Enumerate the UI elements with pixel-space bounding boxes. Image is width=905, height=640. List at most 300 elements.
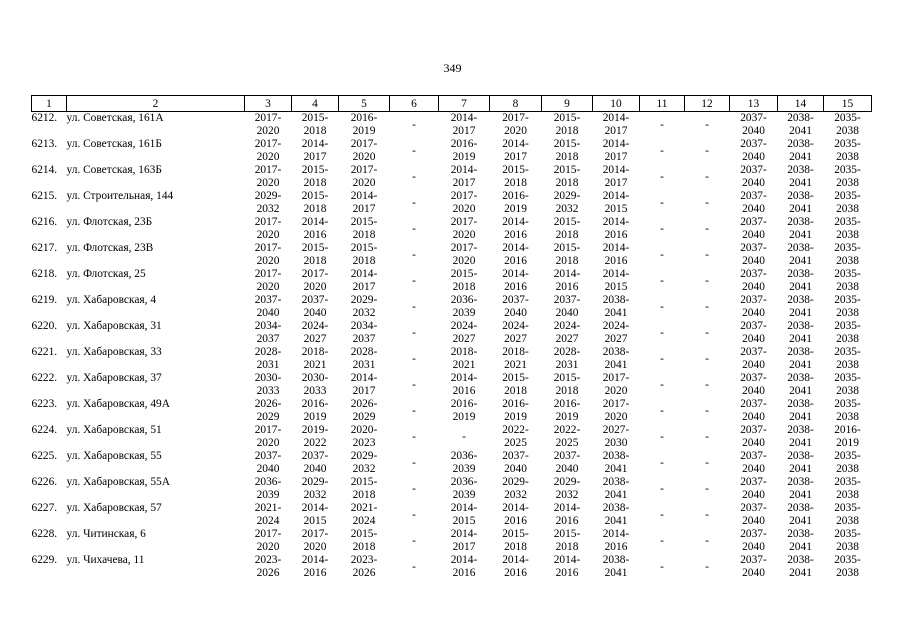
- period-cell: 2014- 2015: [301, 502, 329, 527]
- period-cell: -: [660, 379, 664, 391]
- period-cell: -: [412, 561, 416, 573]
- period-cell: 2016- 2019: [450, 138, 478, 163]
- period-cell: 2035- 2038: [834, 372, 861, 397]
- period-cell: 2038- 2041: [602, 294, 630, 319]
- row-number: 6224.: [31, 424, 58, 436]
- period-cell: 2035- 2038: [834, 502, 861, 527]
- period-cell: -: [660, 483, 664, 495]
- period-cell: 2037- 2040: [301, 450, 329, 475]
- address-cell: ул. Хабаровская, 57: [66, 502, 162, 514]
- period-cell: -: [660, 457, 664, 469]
- period-cell: 2024- 2027: [602, 320, 630, 345]
- period-cell: 2014- 2016: [553, 502, 581, 527]
- period-cell: 2035- 2038: [834, 242, 861, 267]
- period-cell: -: [705, 301, 709, 313]
- period-cell: -: [412, 509, 416, 521]
- period-cell: -: [412, 535, 416, 547]
- period-cell: 2037- 2040: [740, 320, 767, 345]
- repair-schedule-table: [31, 95, 872, 580]
- period-cell: 2035- 2038: [834, 216, 861, 241]
- period-cell: -: [412, 379, 416, 391]
- period-cell: 2037- 2040: [740, 216, 767, 241]
- period-cell: 2015- 2018: [301, 112, 329, 137]
- header-row: [32, 96, 872, 112]
- period-cell: 2015- 2018: [502, 528, 529, 553]
- period-cell: 2014- 2017: [450, 528, 478, 553]
- address-cell: ул. Хабаровская, 4: [66, 294, 157, 306]
- period-cell: -: [660, 119, 664, 131]
- period-cell: 2015- 2018: [553, 216, 581, 241]
- period-cell: -: [660, 197, 664, 209]
- period-cell: 2037- 2040: [301, 294, 329, 319]
- period-cell: 2017- 2020: [254, 424, 282, 449]
- period-cell: 2014- 2016: [602, 216, 630, 241]
- period-cell: 2016- 2019: [502, 398, 529, 423]
- table-row: [32, 346, 872, 372]
- period-cell: 2028- 2031: [553, 346, 581, 371]
- period-cell: 2037- 2040: [740, 138, 767, 163]
- period-cell: -: [705, 379, 709, 391]
- table-row: [32, 164, 872, 190]
- period-cell: 2017- 2020: [254, 216, 282, 241]
- period-cell: -: [705, 145, 709, 157]
- period-cell: 2017- 2020: [350, 164, 378, 189]
- period-cell: 2038- 2041: [787, 346, 814, 371]
- period-cell: 2014- 2017: [602, 112, 630, 137]
- period-cell: 2029- 2032: [553, 190, 581, 215]
- period-cell: 2016- 2019: [301, 398, 329, 423]
- table-row: [32, 502, 872, 528]
- table-row: [32, 112, 872, 139]
- period-cell: 2022- 2025: [553, 424, 581, 449]
- period-cell: -: [412, 483, 416, 495]
- period-cell: 2036- 2039: [450, 450, 478, 475]
- period-cell: 2038- 2041: [787, 398, 814, 423]
- address-cell: ул. Хабаровская, 33: [66, 346, 162, 358]
- period-cell: 2037- 2040: [553, 450, 581, 475]
- period-cell: -: [705, 197, 709, 209]
- period-cell: 2014- 2016: [450, 554, 478, 579]
- period-cell: 2016- 2019: [502, 190, 529, 215]
- period-cell: 2038- 2041: [787, 164, 814, 189]
- address-cell: ул. Строительная, 144: [66, 190, 174, 202]
- period-cell: 2016- 2019: [834, 424, 861, 449]
- period-cell: 2014- 2016: [301, 554, 329, 579]
- table-row: [32, 138, 872, 164]
- period-cell: 2015- 2018: [301, 190, 329, 215]
- period-cell: 2024- 2027: [553, 320, 581, 345]
- address-cell: ул. Чихачева, 11: [66, 554, 145, 566]
- period-cell: 2038- 2041: [602, 502, 630, 527]
- period-cell: -: [412, 301, 416, 313]
- period-cell: 2022- 2025: [502, 424, 529, 449]
- row-number: 6226.: [31, 476, 58, 488]
- period-cell: 2018- 2021: [450, 346, 478, 371]
- period-cell: 2037- 2040: [740, 398, 767, 423]
- period-cell: 2016- 2019: [350, 112, 378, 137]
- period-cell: 2036- 2039: [450, 294, 478, 319]
- period-cell: 2029- 2032: [301, 476, 329, 501]
- period-cell: -: [705, 353, 709, 365]
- period-cell: 2037- 2040: [740, 372, 767, 397]
- period-cell: 2018- 2021: [502, 346, 529, 371]
- period-cell: -: [705, 249, 709, 261]
- period-cell: 2015- 2018: [553, 112, 581, 137]
- period-cell: 2014- 2016: [602, 242, 630, 267]
- row-number: 6212.: [31, 112, 58, 124]
- header-cell: 1: [32, 96, 67, 112]
- period-cell: 2015- 2018: [301, 242, 329, 267]
- period-cell: 2024- 2027: [450, 320, 478, 345]
- period-cell: 2035- 2038: [834, 138, 861, 163]
- period-cell: 2016- 2019: [553, 398, 581, 423]
- period-cell: 2015- 2018: [450, 268, 478, 293]
- period-cell: 2035- 2038: [834, 112, 861, 137]
- period-cell: 2017- 2020: [254, 164, 282, 189]
- period-cell: 2035- 2038: [834, 450, 861, 475]
- period-cell: 2038- 2041: [787, 294, 814, 319]
- address-cell: ул. Хабаровская, 55А: [66, 476, 170, 488]
- period-cell: 2026- 2029: [254, 398, 282, 423]
- period-cell: 2014- 2017: [602, 164, 630, 189]
- header-cell: 6: [390, 96, 439, 112]
- table-row: [32, 268, 872, 294]
- header-cell: 12: [685, 96, 730, 112]
- period-cell: 2018- 2021: [301, 346, 329, 371]
- period-cell: -: [412, 405, 416, 417]
- period-cell: 2027- 2030: [602, 424, 630, 449]
- period-cell: -: [412, 119, 416, 131]
- period-cell: -: [660, 353, 664, 365]
- period-cell: 2037- 2040: [740, 190, 767, 215]
- period-cell: -: [705, 431, 709, 443]
- table-row: [32, 294, 872, 320]
- period-cell: 2037- 2040: [254, 450, 282, 475]
- row-number: 6221.: [31, 346, 58, 358]
- period-cell: -: [705, 561, 709, 573]
- period-cell: 2017- 2020: [602, 398, 630, 423]
- period-cell: 2036- 2039: [450, 476, 478, 501]
- period-cell: 2030- 2033: [301, 372, 329, 397]
- table-body: [32, 112, 872, 581]
- period-cell: 2035- 2038: [834, 164, 861, 189]
- period-cell: -: [660, 405, 664, 417]
- period-cell: 2021- 2024: [350, 502, 378, 527]
- period-cell: 2037- 2040: [740, 424, 767, 449]
- period-cell: -: [660, 301, 664, 313]
- period-cell: -: [705, 327, 709, 339]
- period-cell: 2029- 2032: [254, 190, 282, 215]
- period-cell: -: [412, 249, 416, 261]
- period-cell: 2037- 2040: [740, 268, 767, 293]
- period-cell: 2014- 2016: [502, 268, 529, 293]
- header-cell: 4: [292, 96, 339, 112]
- period-cell: -: [705, 535, 709, 547]
- table-row: [32, 398, 872, 424]
- period-cell: 2014- 2017: [450, 164, 478, 189]
- period-cell: 2014- 2016: [502, 502, 529, 527]
- period-cell: 2014- 2017: [350, 190, 378, 215]
- period-cell: -: [705, 223, 709, 235]
- period-cell: -: [412, 275, 416, 287]
- row-number: 6223.: [31, 398, 58, 410]
- period-cell: -: [660, 145, 664, 157]
- period-cell: 2014- 2016: [553, 554, 581, 579]
- period-cell: 2016- 2019: [450, 398, 478, 423]
- period-cell: 2035- 2038: [834, 528, 861, 553]
- period-cell: 2035- 2038: [834, 268, 861, 293]
- period-cell: -: [462, 431, 466, 443]
- period-cell: -: [705, 509, 709, 521]
- period-cell: -: [705, 275, 709, 287]
- table-row: [32, 372, 872, 398]
- period-cell: -: [660, 509, 664, 521]
- row-number: 6217.: [31, 242, 58, 254]
- row-number: 6213.: [31, 138, 58, 150]
- period-cell: -: [660, 535, 664, 547]
- period-cell: 2037- 2040: [502, 294, 529, 319]
- address-cell: ул. Советская, 163Б: [66, 164, 162, 176]
- period-cell: 2015- 2018: [553, 138, 581, 163]
- period-cell: -: [660, 327, 664, 339]
- address-cell: ул. Хабаровская, 31: [66, 320, 162, 332]
- period-cell: 2037- 2040: [740, 450, 767, 475]
- table-row: [32, 320, 872, 346]
- period-cell: 2034- 2037: [350, 320, 378, 345]
- period-cell: -: [412, 457, 416, 469]
- header-cell: 10: [593, 96, 640, 112]
- period-cell: 2014- 2016: [301, 216, 329, 241]
- period-cell: 2015- 2018: [502, 372, 529, 397]
- period-cell: -: [660, 171, 664, 183]
- period-cell: 2029- 2032: [553, 476, 581, 501]
- period-cell: -: [705, 483, 709, 495]
- header-cell: 3: [245, 96, 292, 112]
- table-row: [32, 190, 872, 216]
- address-cell: ул. Советская, 161А: [66, 112, 164, 124]
- period-cell: 2015- 2018: [553, 528, 581, 553]
- table-row: [32, 216, 872, 242]
- period-cell: 2038- 2041: [787, 450, 814, 475]
- period-cell: 2037- 2040: [740, 554, 767, 579]
- period-cell: 2026- 2029: [350, 398, 378, 423]
- period-cell: 2017- 2020: [254, 242, 282, 267]
- period-cell: 2038- 2041: [602, 346, 630, 371]
- row-number: 6225.: [31, 450, 58, 462]
- period-cell: -: [705, 405, 709, 417]
- row-number: 6229.: [31, 554, 58, 566]
- period-cell: 2037- 2040: [740, 112, 767, 137]
- period-cell: 2014- 2016: [502, 216, 529, 241]
- period-cell: 2023- 2026: [350, 554, 378, 579]
- address-cell: ул. Флотская, 25: [66, 268, 146, 280]
- row-number: 6227.: [31, 502, 58, 514]
- period-cell: -: [660, 431, 664, 443]
- period-cell: 2038- 2041: [787, 424, 814, 449]
- table-row: [32, 424, 872, 450]
- period-cell: -: [705, 119, 709, 131]
- period-cell: 2035- 2038: [834, 320, 861, 345]
- period-cell: 2037- 2040: [553, 294, 581, 319]
- period-cell: 2014- 2015: [602, 190, 630, 215]
- table-row: [32, 242, 872, 268]
- period-cell: 2014- 2015: [602, 268, 630, 293]
- period-cell: 2035- 2038: [834, 476, 861, 501]
- period-cell: 2038- 2041: [787, 554, 814, 579]
- period-cell: 2015- 2018: [553, 164, 581, 189]
- table-row: [32, 476, 872, 502]
- period-cell: 2014- 2016: [502, 554, 529, 579]
- period-cell: 2038- 2041: [787, 476, 814, 501]
- period-cell: 2038- 2041: [787, 268, 814, 293]
- period-cell: 2030- 2033: [254, 372, 282, 397]
- period-cell: 2019- 2022: [301, 424, 329, 449]
- table-row: [32, 450, 872, 476]
- period-cell: 2015- 2018: [301, 164, 329, 189]
- row-number: 6214.: [31, 164, 58, 176]
- period-cell: 2014- 2017: [602, 138, 630, 163]
- period-cell: -: [660, 275, 664, 287]
- period-cell: -: [412, 327, 416, 339]
- period-cell: -: [705, 171, 709, 183]
- row-number: 6215.: [31, 190, 58, 202]
- period-cell: 2014- 2016: [553, 268, 581, 293]
- row-number: 6218.: [31, 268, 58, 280]
- period-cell: 2017- 2020: [254, 268, 282, 293]
- period-cell: 2017- 2020: [502, 112, 529, 137]
- period-cell: 2038- 2041: [787, 190, 814, 215]
- header-cell: 9: [542, 96, 593, 112]
- period-cell: 2014- 2017: [350, 268, 378, 293]
- header-cell: 7: [439, 96, 490, 112]
- row-number: 6222.: [31, 372, 58, 384]
- period-cell: 2014- 2016: [602, 528, 630, 553]
- period-cell: 2038- 2041: [787, 320, 814, 345]
- period-cell: 2029- 2032: [350, 294, 378, 319]
- period-cell: 2014- 2016: [502, 242, 529, 267]
- period-cell: 2024- 2027: [502, 320, 529, 345]
- period-cell: 2028- 2031: [350, 346, 378, 371]
- header-cell: 5: [339, 96, 390, 112]
- period-cell: -: [412, 171, 416, 183]
- period-cell: -: [412, 353, 416, 365]
- period-cell: 2017- 2020: [254, 112, 282, 137]
- page-number: 349: [443, 61, 462, 75]
- period-cell: 2038- 2041: [602, 450, 630, 475]
- period-cell: 2038- 2041: [787, 372, 814, 397]
- period-cell: 2035- 2038: [834, 398, 861, 423]
- period-cell: 2014- 2015: [450, 502, 478, 527]
- period-cell: 2038- 2041: [787, 216, 814, 241]
- period-cell: -: [660, 561, 664, 573]
- period-cell: 2038- 2041: [787, 502, 814, 527]
- period-cell: 2020- 2023: [350, 424, 378, 449]
- header-cell: 15: [824, 96, 872, 112]
- period-cell: 2037- 2040: [740, 476, 767, 501]
- header-cell: 13: [730, 96, 778, 112]
- row-number: 6219.: [31, 294, 58, 306]
- period-cell: 2017- 2020: [450, 190, 478, 215]
- period-cell: 2037- 2040: [740, 502, 767, 527]
- period-cell: 2023- 2026: [254, 554, 282, 579]
- period-cell: 2037- 2040: [254, 294, 282, 319]
- period-cell: 2038- 2041: [787, 138, 814, 163]
- address-cell: ул. Флотская, 23В: [66, 242, 154, 254]
- period-cell: 2021- 2024: [254, 502, 282, 527]
- period-cell: 2035- 2038: [834, 190, 861, 215]
- row-number: 6216.: [31, 216, 58, 228]
- header-cell: 11: [640, 96, 685, 112]
- period-cell: 2035- 2038: [834, 294, 861, 319]
- address-cell: ул. Хабаровская, 37: [66, 372, 162, 384]
- period-cell: 2035- 2038: [834, 346, 861, 371]
- period-cell: -: [705, 457, 709, 469]
- period-cell: 2015- 2018: [553, 372, 581, 397]
- table-row: [32, 554, 872, 580]
- period-cell: 2036- 2039: [254, 476, 282, 501]
- period-cell: 2017- 2020: [350, 138, 378, 163]
- address-cell: ул. Флотская, 23Б: [66, 216, 153, 228]
- address-cell: ул. Хабаровская, 51: [66, 424, 162, 436]
- period-cell: 2038- 2041: [787, 528, 814, 553]
- period-cell: 2037- 2040: [740, 528, 767, 553]
- period-cell: 2015- 2018: [350, 476, 378, 501]
- period-cell: 2017- 2020: [602, 372, 630, 397]
- period-cell: -: [412, 431, 416, 443]
- header-cell: 8: [490, 96, 542, 112]
- period-cell: -: [660, 249, 664, 261]
- period-cell: 2017- 2020: [301, 528, 329, 553]
- period-cell: -: [412, 197, 416, 209]
- period-cell: 2035- 2038: [834, 554, 861, 579]
- period-cell: 2037- 2040: [740, 164, 767, 189]
- row-number: 6220.: [31, 320, 58, 332]
- address-cell: ул. Читинская, 6: [66, 528, 146, 540]
- period-cell: 2014- 2017: [301, 138, 329, 163]
- period-cell: 2038- 2041: [602, 476, 630, 501]
- period-cell: 2038- 2041: [602, 554, 630, 579]
- address-cell: ул. Хабаровская, 55: [66, 450, 162, 462]
- period-cell: 2015- 2018: [553, 242, 581, 267]
- period-cell: 2017- 2020: [254, 138, 282, 163]
- period-cell: 2017- 2020: [301, 268, 329, 293]
- header-cell: 2: [67, 96, 245, 112]
- period-cell: 2037- 2040: [740, 242, 767, 267]
- period-cell: 2037- 2040: [740, 294, 767, 319]
- period-cell: 2015- 2018: [350, 242, 378, 267]
- period-cell: 2014- 2017: [350, 372, 378, 397]
- period-cell: 2038- 2041: [787, 242, 814, 267]
- period-cell: 2028- 2031: [254, 346, 282, 371]
- period-cell: -: [412, 223, 416, 235]
- header-cell: 14: [778, 96, 824, 112]
- table-row: [32, 528, 872, 554]
- period-cell: -: [660, 223, 664, 235]
- period-cell: 2037- 2040: [740, 346, 767, 371]
- period-cell: 2034- 2037: [254, 320, 282, 345]
- period-cell: 2017- 2020: [254, 528, 282, 553]
- period-cell: 2017- 2020: [450, 242, 478, 267]
- period-cell: 2029- 2032: [502, 476, 529, 501]
- period-cell: 2014- 2016: [450, 372, 478, 397]
- period-cell: 2014- 2017: [450, 112, 478, 137]
- period-cell: -: [412, 145, 416, 157]
- period-cell: 2024- 2027: [301, 320, 329, 345]
- address-cell: ул. Советская, 161Б: [66, 138, 162, 150]
- period-cell: 2038- 2041: [787, 112, 814, 137]
- period-cell: 2029- 2032: [350, 450, 378, 475]
- period-cell: 2015- 2018: [350, 216, 378, 241]
